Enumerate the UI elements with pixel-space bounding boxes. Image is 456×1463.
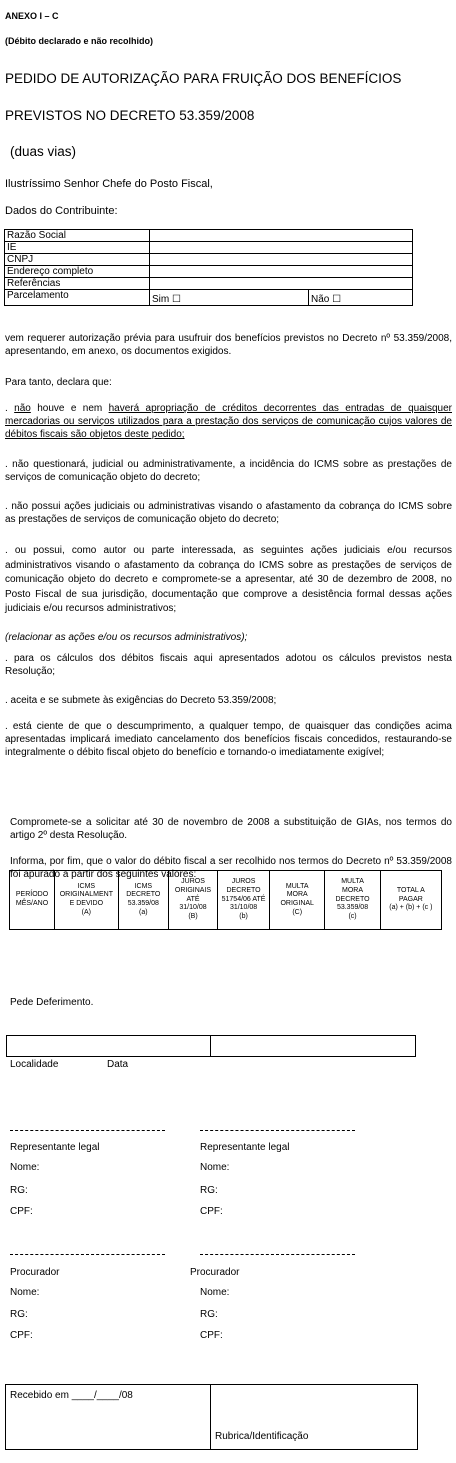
column-header-line: 31/10/08 <box>229 904 258 912</box>
row-label-cnpj: CNPJ <box>5 254 150 266</box>
column-header-fine-original <box>270 871 325 930</box>
document-subtitle: (Débito declarado e não recolhido) <box>5 36 154 46</box>
copies-note: (duas vias) <box>10 144 77 159</box>
attorney-label-right: Procurador <box>190 1267 240 1278</box>
column-header-line: 53.359/08 <box>336 904 369 912</box>
column-header-line: (a) <box>139 908 148 916</box>
declaration-credits <box>5 402 452 441</box>
column-header-line: MULTA <box>285 882 309 890</box>
taxpayer-heading: Dados do Contribuinte: <box>5 205 118 217</box>
table-row <box>5 266 413 278</box>
column-header-line: MORA <box>286 891 308 899</box>
table-row <box>5 278 413 290</box>
attorney-cpf-label-right: CPF: <box>200 1330 223 1341</box>
cpf-label-right: CPF: <box>200 1206 223 1217</box>
column-header-line: ORIGINALMENT <box>59 891 113 899</box>
page-title-line-1: PEDIDO DE AUTORIZAÇÃO PARA FRUIÇÃO DOS BENEFÍCIOS <box>5 71 402 86</box>
column-header-line: ATÉ <box>186 895 200 903</box>
attorney-signature-line-left <box>10 1254 165 1255</box>
column-header-total <box>380 871 441 930</box>
column-header-line: ORIGINAIS <box>174 886 212 894</box>
table-row <box>5 230 413 242</box>
declaration-bullet: . <box>5 403 15 414</box>
declaration-not: não <box>14 403 31 414</box>
row-label-installment: Parcelamento <box>5 290 150 306</box>
column-header-icms-original <box>55 871 119 930</box>
column-header-line: 53.359/08 <box>127 900 159 907</box>
installment-yes-checkbox[interactable]: Sim ☐ <box>150 290 309 306</box>
column-header-period <box>10 871 55 930</box>
column-header-line: JUROS <box>231 878 256 886</box>
company-name-field[interactable] <box>150 230 413 242</box>
declaration-mid: houve e nem <box>30 403 109 414</box>
signature-line-right <box>200 1130 355 1131</box>
salutation: Ilustríssimo Senhor Chefe do Posto Fiscal, <box>5 178 213 190</box>
name-label-left: Nome: <box>10 1162 40 1173</box>
inform-paragraph: Informa, por fim, que o valor do débito fiscal a ser recolhido nos termos do Decreto nº 53.359/2008 foi apurado a partir dos seguintes valores: <box>10 856 452 880</box>
table-header-row <box>10 871 442 930</box>
declaration-aware: . está ciente de que o descumprimento, a qualquer tempo, de quaisquer das condições acima apresentadas implicará imediato cancelamento dos benefícios fiscais concedidos, restaurando-se integralmente o débito fiscal objeto do benefício e tornando-o imediatamente exigível; <box>5 721 452 758</box>
column-header-interest-decree <box>218 871 270 930</box>
locality-label: Localidade <box>10 1059 59 1070</box>
table-row <box>5 242 413 254</box>
legal-rep-label-right: Representante legal <box>200 1142 290 1153</box>
declaration-lawsuits: . ou possui, como autor ou parte interessada, as seguintes ações judiciais e/ou recursos administrativos visando o afastamento da cobrança do ICMS sobre as prestações de serviços de comunicação objeto do decreto e compromete-se a apresentar, até 30 de dezembro de 2008, no Posto Fiscal de sua jurisdição, documentação que comprove a desistência formal dessas ações judiciais e/ou recursos administrativos; <box>5 545 452 614</box>
column-header-line: ICMS <box>134 882 153 890</box>
declaration-rest: haverá apropriação de créditos decorrentes das entradas de quaisquer mercadorias ou serviços utilizados para a prestação dos serviços de comunicação cujos valores de débitos fiscais são objetos deste pedido; <box>5 403 452 440</box>
attorney-signature-line-right <box>200 1254 355 1255</box>
address-field[interactable] <box>150 266 413 278</box>
row-label-company-name: Razão Social <box>5 230 150 242</box>
attorney-name-label-left: Nome: <box>10 1287 40 1298</box>
name-label-right: Nome: <box>200 1162 230 1173</box>
table-row <box>5 290 413 306</box>
request-paragraph: vem requerer autorização prévia para usufruir dos benefícios previstos no Decreto nº 53.359/2008, apresentando, em anexo, os documentos exigidos. <box>5 333 452 357</box>
attorney-rg-label-left: RG: <box>10 1309 28 1320</box>
column-header-line: DECRETO <box>335 895 370 903</box>
values-table <box>9 870 442 930</box>
signature-id-label: Rubrica/Identificação <box>215 1431 309 1442</box>
taxpayer-table <box>4 229 413 306</box>
column-header-line: (C) <box>292 908 303 916</box>
commitment-paragraph: Compromete-se a solicitar até 30 de novembro de 2008 a substituição de GIAs, nos termos do artigo 2º desta Resolução. <box>10 817 452 841</box>
lawsuits-note: (relacionar as ações e/ou os recursos administrativos); <box>5 632 248 643</box>
references-field[interactable] <box>150 278 413 290</box>
page-title-line-2: PREVISTOS NO DECRETO 53.359/2008 <box>5 108 255 123</box>
deferment-request: Pede Deferimento. <box>10 997 94 1008</box>
installment-no-checkbox[interactable]: Não ☐ <box>309 290 413 306</box>
annex-label: ANEXO I – C <box>5 11 59 21</box>
column-header-line: (A) <box>81 908 92 916</box>
column-header-line: 51754/06 ATÉ <box>221 895 266 903</box>
rg-label-left: RG: <box>10 1185 28 1196</box>
column-header-line: ORIGINAL <box>280 900 314 907</box>
declaration-calculations: . para os cálculos dos débitos fiscais aqui apresentados adotou os cálculos previstos nesta Resolução; <box>5 653 452 677</box>
row-label-references: Referências <box>5 278 150 290</box>
signature-line-left <box>10 1130 165 1131</box>
column-header-interest-original <box>169 871 218 930</box>
table-row <box>5 254 413 266</box>
column-header-line: DECRETO <box>126 891 161 899</box>
column-header-line: ICMS <box>77 882 96 890</box>
rg-label-right: RG: <box>200 1185 218 1196</box>
column-header-line: (c) <box>348 913 357 921</box>
row-label-ie: IE <box>5 242 150 254</box>
column-header-line: E DEVIDO <box>69 900 104 907</box>
declaration-no-dispute: . não questionará, judicial ou administrativamente, a incidência do ICMS sobre as prestações de serviços de comunicação objeto do decreto; <box>5 459 452 483</box>
column-header-line: MORA <box>342 886 364 894</box>
declares-heading: Para tanto, declara que: <box>5 377 112 388</box>
declaration-no-lawsuits: . não possui ações judiciais ou administrativas visando o afastamento da cobrança do ICMS sobre as prestações de serviços de comunicação objeto do decreto; <box>5 501 452 525</box>
date-label: Data <box>107 1059 129 1070</box>
attorney-label-left: Procurador <box>10 1267 60 1278</box>
column-header-line: JUROS <box>181 878 205 886</box>
column-header-fine-decree <box>325 871 380 930</box>
locality-date-box[interactable] <box>6 1035 416 1057</box>
cnpj-field[interactable] <box>150 254 413 266</box>
divider <box>210 1035 211 1057</box>
cpf-label-left: CPF: <box>10 1206 33 1217</box>
attorney-name-label-right: Nome: <box>200 1287 230 1298</box>
column-header-line: PERÍODO <box>15 891 49 899</box>
legal-rep-label-left: Representante legal <box>10 1142 100 1153</box>
column-header-line: (a) + (b) + (c ) <box>389 904 433 912</box>
column-header-line: MÊS/ANO <box>15 900 49 907</box>
column-header-line: MULTA <box>341 878 364 886</box>
column-header-line: PAGAR <box>398 895 423 903</box>
column-header-icms-decree <box>118 871 168 930</box>
column-header-line: TOTAL A <box>396 886 425 894</box>
ie-field[interactable] <box>150 242 413 254</box>
column-header-line: (b) <box>239 913 248 921</box>
row-label-address: Endereço completo <box>5 266 150 278</box>
declaration-accepts: . aceita e se submete às exigências do Decreto 53.359/2008; <box>5 695 277 706</box>
attorney-rg-label-right: RG: <box>200 1309 218 1320</box>
received-on-label: Recebido em ____/____/08 <box>10 1390 133 1401</box>
receipt-divider <box>210 1384 211 1450</box>
column-header-line: (B) <box>188 913 198 921</box>
column-header-line: DECRETO <box>226 886 261 894</box>
attorney-cpf-label-left: CPF: <box>10 1330 33 1341</box>
column-header-line: 31/10/08 <box>179 904 207 912</box>
